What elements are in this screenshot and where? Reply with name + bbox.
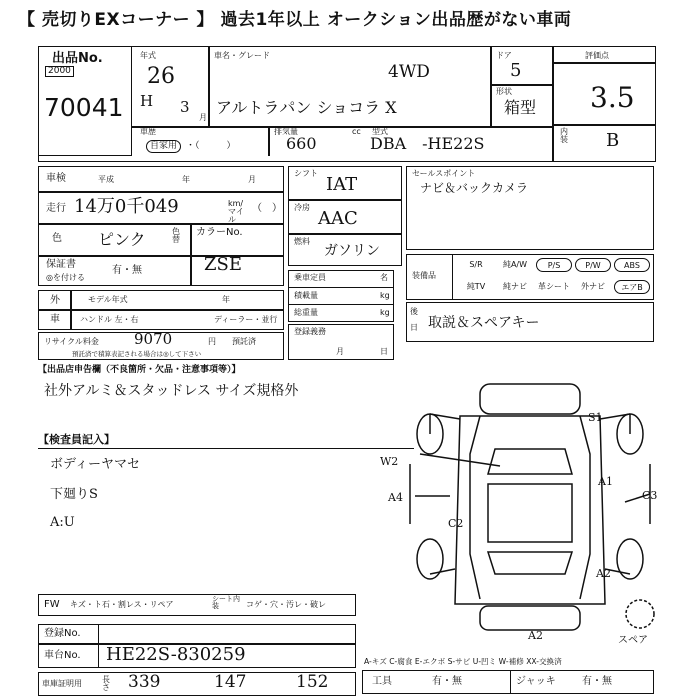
divider xyxy=(132,126,552,128)
exhibitor-value: 社外アルミ＆スタッドレス サイズ規格外 xyxy=(44,383,299,399)
reg-label: 登録No. xyxy=(44,628,81,639)
color-value: ピンク xyxy=(98,230,146,249)
inspector-label: 【検査員記入】 xyxy=(38,433,115,446)
divider xyxy=(552,62,656,64)
fuel-value: ガソリン xyxy=(324,243,380,259)
fw-items2: コゲ・穴・汚レ・破レ xyxy=(246,600,326,609)
equipment-item: 純A/W xyxy=(502,260,528,269)
shift-value: IAT xyxy=(326,174,358,195)
divider xyxy=(288,304,394,305)
inspector-line2: 下廻りS xyxy=(50,487,98,502)
fw-items: キズ・ト石・割レス・リペア xyxy=(70,600,174,609)
score-label: 評価点 xyxy=(585,51,609,60)
header-title: 【 売切りEXコーナー 】 過去1年以上 オークション出品歴がない車両 xyxy=(18,10,572,30)
displacement-value: 660 xyxy=(286,134,317,153)
lot-year-tag: 2000 xyxy=(45,66,74,77)
equipment-item: エアB xyxy=(614,280,650,294)
equipment-item: 純ナビ xyxy=(503,282,527,291)
capacity-label2: 積載量 xyxy=(294,291,318,300)
cert-len: 339 xyxy=(128,672,161,692)
shift-label: シフト xyxy=(294,169,318,178)
equipment-item: P/W xyxy=(575,258,611,272)
history-paren: ・（ ） xyxy=(186,141,236,151)
damage-c3: C3 xyxy=(642,489,658,502)
mileage-paren: （ ） xyxy=(252,203,282,214)
shaken-year: 年 xyxy=(182,175,190,184)
capacity-unit2: kg xyxy=(380,291,390,300)
recycle-unit: 円 xyxy=(208,337,216,346)
divider xyxy=(490,46,492,126)
foreign-label2: 車 xyxy=(50,314,60,325)
capacity-unit1: 名 xyxy=(380,273,388,282)
nensiki-year: 26 xyxy=(147,64,175,89)
fw-label: FW xyxy=(44,599,60,610)
shaken-month: 月 xyxy=(248,175,256,184)
doors-value: 5 xyxy=(510,60,522,81)
interior-value: B xyxy=(606,130,620,151)
equipment-item: 革シート xyxy=(538,282,570,291)
recycle-note: 預託済で積算表記される場合は◎して下さい xyxy=(72,350,202,358)
displacement-label: 排気量 xyxy=(274,127,298,136)
fw-sheet: シート内装 xyxy=(212,595,240,610)
score-value: 3.5 xyxy=(590,81,635,114)
cert-width: 147 xyxy=(214,672,247,692)
shape-value: 箱型 xyxy=(504,98,537,117)
jack-choice: 有・無 xyxy=(582,676,612,687)
colorno-label: カラーNo. xyxy=(196,227,243,238)
mileage-value: 14万0千049 xyxy=(74,196,179,217)
divider xyxy=(208,46,210,126)
damage-a2b: A2 xyxy=(596,567,611,580)
car-damage-diagram xyxy=(400,374,700,644)
model-value: DBA -HE22S xyxy=(370,134,485,153)
jack-label: ジャッキ xyxy=(516,676,556,687)
divider xyxy=(552,124,656,126)
nensiki-era: H xyxy=(140,92,154,110)
damage-a1: A1 xyxy=(598,475,613,488)
divider xyxy=(288,287,394,288)
car-drive: 4WD xyxy=(388,62,430,82)
color-box xyxy=(38,224,284,256)
color-label: 色 xyxy=(52,233,62,244)
divider xyxy=(38,309,284,311)
sales-value: ナビ＆バックカメラ xyxy=(420,181,529,195)
history-label: 車歴 xyxy=(140,127,156,136)
aircon-value: AAC xyxy=(318,208,358,229)
car-label: 車名・グレード xyxy=(214,51,270,60)
damage-a4: A4 xyxy=(388,491,403,504)
rear-label2: 日 xyxy=(410,323,418,332)
sales-label: セールスポイント xyxy=(412,169,476,178)
warranty-sub: ◎を付ける xyxy=(46,273,85,282)
equipment-item: 純TV xyxy=(466,282,486,291)
inspector-line1: ボディーヤマセ xyxy=(50,457,140,472)
damage-s1: S1 xyxy=(588,411,603,424)
damage-w2: W2 xyxy=(380,455,399,468)
recycle-deposit: 預託済 xyxy=(232,337,256,346)
inspector-line3: A:U xyxy=(50,515,75,530)
interior-label: 内装 xyxy=(560,127,568,144)
recycle-value: 9070 xyxy=(134,330,173,348)
cert-len-label: 長さ xyxy=(102,675,110,692)
foreign-dealer: ディーラー・並行 xyxy=(214,315,278,324)
divider xyxy=(38,448,414,449)
reg-box xyxy=(38,624,356,644)
lot-label: 出品No. xyxy=(52,51,103,66)
aircon-label: 冷房 xyxy=(294,203,310,212)
car-name: アルトラパン ショコラ X xyxy=(216,98,397,117)
pref-month: 月 xyxy=(336,347,344,356)
damage-c2: C2 xyxy=(448,517,464,530)
warranty-label: 保証書 xyxy=(46,259,76,270)
divider xyxy=(510,670,511,694)
recycle-label: リサイクル料金 xyxy=(44,337,99,346)
color-change: 色替 xyxy=(172,227,180,244)
equipment-label: 装備品 xyxy=(412,271,436,280)
foreign-year: 年 xyxy=(222,295,230,304)
capacity-label1: 乗車定員 xyxy=(294,273,326,282)
shape-label: 形状 xyxy=(496,87,512,96)
colorno-value: ZSE xyxy=(204,254,242,275)
legend: A-キズ C-腐食 E-エクボ S-サビ U-凹ミ W-補修 XX-交換済 xyxy=(364,657,562,666)
foreign-handle: ハンドル 左・右 xyxy=(80,315,139,324)
foreign-model-year: モデル年式 xyxy=(88,295,128,304)
rear-label1: 後 xyxy=(410,307,418,316)
damage-a2: A2 xyxy=(528,629,543,642)
fuel-label: 燃料 xyxy=(294,237,310,246)
exhibitor-label: 【出品店申告欄（不良箇所・欠品・注意事項等）】 xyxy=(38,365,241,375)
mileage-label: 走行 xyxy=(46,203,66,214)
model-label: 型式 xyxy=(372,127,388,136)
equipment-item: S/R xyxy=(469,260,483,269)
shaken-era: 平成 xyxy=(98,175,114,184)
tools-label: 工具 xyxy=(372,676,392,687)
capacity-label3: 総重量 xyxy=(294,308,318,317)
rear-value: 取説＆スペアキー xyxy=(428,315,540,331)
cert-height: 152 xyxy=(296,672,329,692)
nensiki-month-label: 月 xyxy=(199,113,207,122)
divider xyxy=(268,126,270,156)
chassis-label: 車台No. xyxy=(44,650,81,661)
lot-number: 70041 xyxy=(44,93,124,122)
equipment-item: 外ナビ xyxy=(581,282,605,291)
cert-label: 車庫証明用 xyxy=(42,679,82,688)
equipment-item: ABS xyxy=(614,258,650,272)
tools-choice: 有・無 xyxy=(432,676,462,687)
cc-label: cc xyxy=(352,127,361,136)
nensiki-label: 年式 xyxy=(140,51,156,60)
mileage-unit: km/マイル xyxy=(228,199,244,224)
history-value: 自家用 xyxy=(146,140,181,153)
spare-label: スペア xyxy=(618,635,648,646)
divider xyxy=(452,254,453,300)
warranty-choice: 有・無 xyxy=(112,265,142,276)
shaken-label: 車検 xyxy=(46,173,66,184)
capacity-unit3: kg xyxy=(380,308,390,317)
divider xyxy=(490,84,552,86)
foreign-label1: 外 xyxy=(50,295,60,306)
nensiki-month: 3 xyxy=(180,98,190,116)
pref-label: 登録義務 xyxy=(294,327,326,336)
chassis-value: HE22S-830259 xyxy=(106,644,246,665)
equipment-item: P/S xyxy=(536,258,572,272)
doors-label: ドア xyxy=(496,51,512,60)
sales-box xyxy=(406,166,654,250)
pref-day: 日 xyxy=(380,347,388,356)
